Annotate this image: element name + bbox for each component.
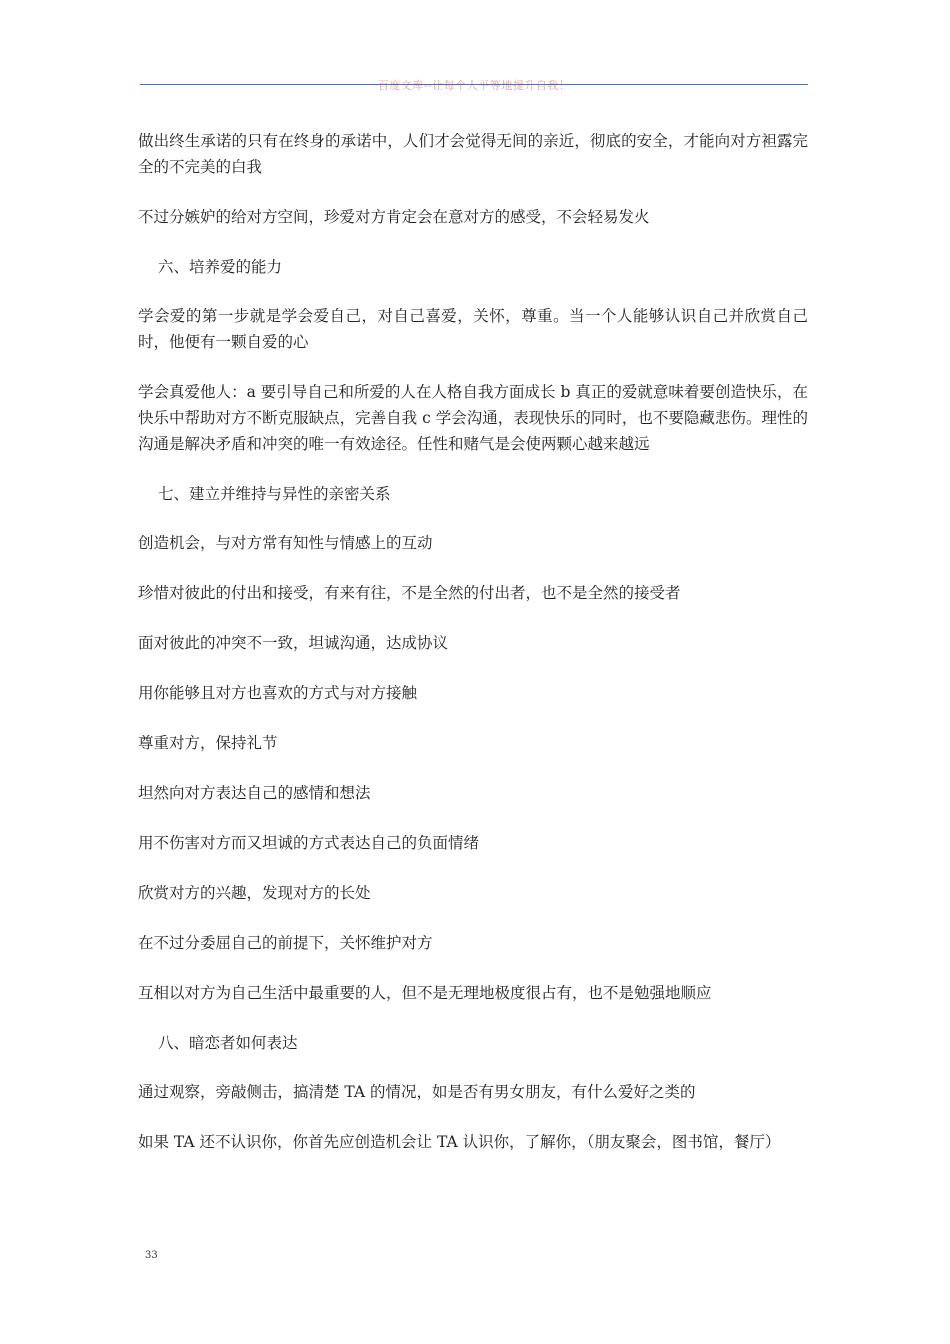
paragraph: 用你能够且对方也喜欢的方式与对方接触: [138, 684, 418, 702]
paragraph: 在不过分委屈自己的前提下，关怀维护对方: [138, 934, 433, 952]
paragraph: 用不伤害对方而又坦诚的方式表达自己的负面情绪: [138, 834, 480, 852]
header-divider: [140, 84, 808, 85]
paragraph: 面对彼此的冲突不一致，坦诚沟通，达成协议: [138, 634, 449, 652]
page-header: [140, 74, 808, 92]
section-heading: 六、培养爱的能力: [158, 258, 283, 276]
section-heading: 七、建立并维持与异性的亲密关系: [158, 485, 391, 503]
paragraph: 学会爱的第一步就是学会爱自己，对自己喜爱，关怀，尊重。当一个人能够认识自己并欣赏自己时，他便有一颗自爱的心: [138, 307, 808, 351]
paragraph: 不过分嫉妒的给对方空间，珍爱对方肯定会在意对方的感受，不会轻易发火: [138, 208, 650, 226]
paragraph: 如果 TA 还不认识你，你首先应创造机会让 TA 认识你，了解你，（朋友聚会，图书馆，餐厅）: [138, 1133, 781, 1151]
paragraph: 坦然向对方表达自己的感情和想法: [138, 784, 371, 802]
paragraph: 做出终生承诺的只有在终身的承诺中，人们才会觉得无间的亲近，彻底的安全，才能向对方袒露完全的不完美的白我: [138, 132, 808, 176]
header-text: 百度文库--让每个人平等地提升自我！: [377, 79, 571, 92]
paragraph: 欣赏对方的兴趣，发现对方的长处: [138, 884, 371, 902]
paragraph: 珍惜对彼此的付出和接受，有来有往，不是全然的付出者，也不是全然的接受者: [138, 584, 681, 602]
document-body: [138, 128, 808, 1179]
section-heading: 八、暗恋者如何表达: [158, 1034, 298, 1052]
paragraph: 互相以对方为自己生活中最重要的人，但不是无理地极度很占有，也不是勉强地顺应: [138, 984, 712, 1002]
paragraph: 尊重对方，保持礼节: [138, 734, 278, 752]
paragraph: 创造机会，与对方常有知性与情感上的互动: [138, 534, 433, 552]
paragraph: 学会真爱他人：a 要引导自己和所爱的人在人格自我方面成长 b 真正的爱就意味着要创造快乐，在快乐中帮助对方不断克服缺点，完善自我 c 学会沟通，表现快乐的同时，也不要隐藏悲伤。理性的沟通是解决矛盾和冲突的唯一有效途径。任性和赌气是会使两颗心越来越远: [138, 383, 808, 453]
paragraph: 通过观察，旁敲侧击，搞清楚 TA 的情况，如是否有男女朋友，有什么爱好之类的: [138, 1083, 696, 1101]
page-number: 33: [145, 1250, 158, 1261]
